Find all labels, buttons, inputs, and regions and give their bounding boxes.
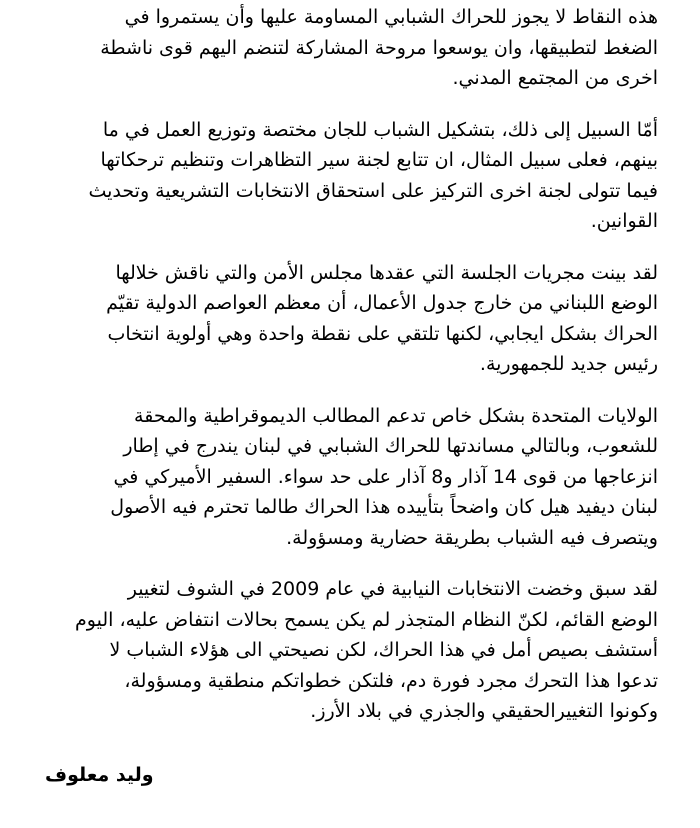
text-line: الولايات المتحدة بشكل خاص تدعم المطالب الديموقراطية والمحقة [134,404,658,427]
text-line: أمّا السبيل إلى ذلك، بتشكيل الشباب للجان مختصة وتوزيع العمل في ما [102,118,658,141]
article-body [40,2,658,748]
paragraph-elections-advice [40,574,658,727]
text-line: للشعوب، وبالتالي مساندتها للحراك الشبابي في لبنان يندرج في إطار [123,435,658,457]
paragraph-demands [40,2,658,94]
text-line: الحراك بشكل ايجابي، لكنها تلتقي على نقطة واحدة وهي أولوية انتخاب [107,322,658,345]
text-line: الوضع القائم، لكنّ النظام المتجذر لم يكن يسمح بحالات انتفاض عليه، اليوم [75,608,658,631]
paragraph-security-council [40,258,658,380]
text-line: لقد بينت مجريات الجلسة التي عقدها مجلس الأمن والتي ناقش خلالها [115,261,658,284]
text-line: الوضع اللبناني من خارج جدول الأعمال، أن معظم العواصم الدولية تقيّم [106,292,658,314]
text-line: الضغط لتطبيقها، وان يوسعوا مروحة المشاركة لتنضم اليهم قوى ناشطة [100,36,658,59]
text-line: رئيس جديد للجمهورية. [479,353,658,375]
text-line: ويتصرف فيه الشباب بطريقة حضارية ومسؤولة. [286,526,658,549]
text-line: لقد سبق وخضت الانتخابات النيابية في عام 2009 في الشوف لتغيير [127,578,658,600]
paragraph-committees [40,115,658,237]
text-line: بينهم، فعلى سبيل المثال، ان تتابع لجنة سير التظاهرات وتنظيم ترحكاتها [100,149,658,171]
text-line: اخرى من المجتمع المدني. [452,67,658,89]
author-signature: وليد معلوف [45,764,154,786]
text-line: وكونوا التغييرالحقيقي والجذري في بلاد الأرز. [310,700,658,722]
paragraph-united-states [40,401,658,554]
text-line: هذه النقاط لا يجوز للحراك الشبابي المساومة عليها وأن يستمروا في [124,6,658,28]
text-line: تدعوا هذا التحرك مجرد فورة دم، فلتكن خطواتكم منطقية ومسؤولة، [124,669,658,692]
text-line: القوانين. [590,210,658,232]
text-line: لبنان ديفيد هيل كان واضحاً بتأييده هذا الحراك طالما تحترم فيه الأصول [110,496,658,518]
text-line: أستشف بصيص أمل في هذا الحراك، لكن نصيحتي الى هؤلاء الشباب لا [109,639,658,661]
text-line: فيما تتولى لجنة اخرى التركيز على استحقاق الانتخابات التشريعية وتحديث [88,179,658,202]
text-line: انزعاجها من قوى 14 آذار و8 آذار على حد سواء. السفير الأميركي في [113,465,658,488]
